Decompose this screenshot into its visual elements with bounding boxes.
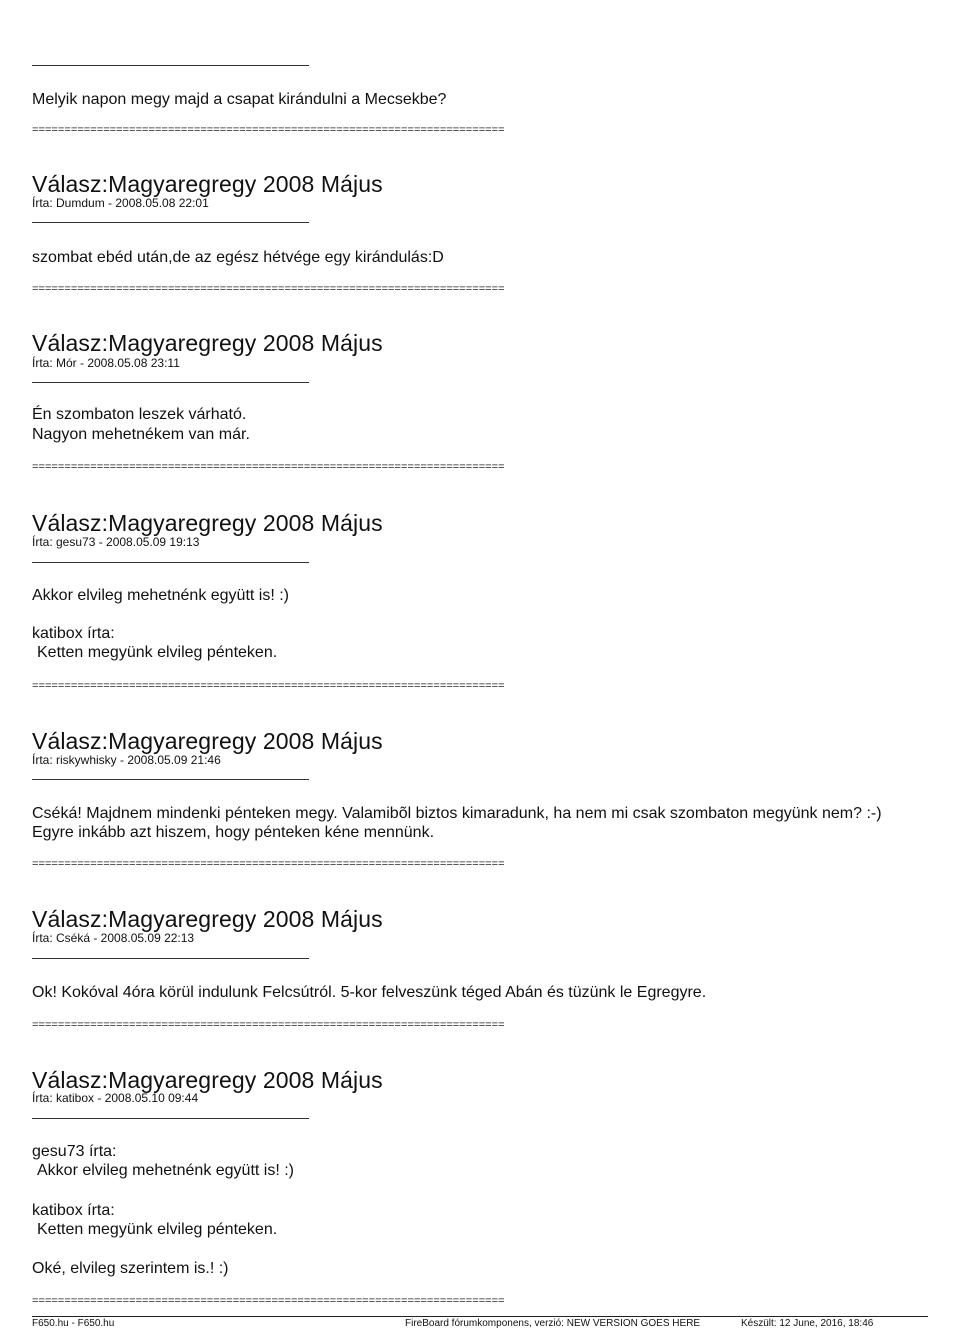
footer-site: F650.hu - F650.hu — [32, 1318, 115, 1329]
post-body-line: Én szombaton leszek várható. — [32, 406, 247, 423]
post-meta: Írta: Cséká - 2008.05.09 22:13 — [32, 931, 195, 945]
separator-line: ========================================================================= — [32, 1295, 505, 1307]
top-divider — [32, 65, 309, 66]
post-divider — [32, 779, 309, 780]
post-divider — [32, 958, 309, 959]
post-body-line: Akkor elvileg mehetnénk együtt is! :) — [32, 587, 290, 604]
quote-text: Ketten megyünk elvileg pénteken. — [37, 644, 278, 661]
quote-author: katibox írta: — [32, 1202, 115, 1219]
separator-line: ========================================================================= — [32, 680, 505, 692]
post-title: Válasz:Magyaregregy 2008 Május — [32, 510, 383, 536]
quote-text: Akkor elvileg mehetnénk együtt is! :) — [37, 1162, 295, 1179]
post-meta: Írta: Dumdum - 2008.05.08 22:01 — [32, 196, 209, 210]
post-body-line: Cséká! Majdnem mindenki pénteken megy. Valamibõl biztos kimaradunk, ha nem mi csak szombaton megyünk nem? :-) — [32, 805, 882, 822]
post-title: Válasz:Magyaregregy 2008 Május — [32, 728, 383, 754]
intro-text: Melyik napon megy majd a csapat kirándulni a Mecsekbe? — [32, 91, 447, 108]
quote-author: gesu73 írta: — [32, 1143, 117, 1160]
post-body-line: Nagyon mehetnékem van már. — [32, 426, 250, 443]
separator-line: ========================================================================= — [32, 1019, 505, 1031]
post-body-line: Egyre inkább azt hiszem, hogy pénteken kéne mennünk. — [32, 824, 435, 841]
post-divider — [32, 1118, 309, 1119]
separator-line: ========================================================================= — [32, 283, 505, 295]
separator-line: ========================================================================= — [32, 461, 505, 473]
quote-text: Ketten megyünk elvileg pénteken. — [37, 1221, 278, 1238]
post-divider — [32, 382, 309, 383]
post-meta: Írta: katibox - 2008.05.10 09:44 — [32, 1091, 199, 1105]
footer-divider — [32, 1316, 928, 1317]
post-divider — [32, 222, 309, 223]
post-body-line: Ok! Kokóval 4óra körül indulunk Felcsútról. 5-kor felveszünk téged Abán és tüzünk le Egregyre. — [32, 984, 707, 1001]
post-divider — [32, 562, 309, 563]
post-title: Válasz:Magyaregregy 2008 Május — [32, 330, 383, 356]
post-body-line: szombat ebéd után,de az egész hétvége egy kirándulás:D — [32, 249, 444, 266]
quote-author: katibox írta: — [32, 625, 115, 642]
post-meta: Írta: riskywhisky - 2008.05.09 21:46 — [32, 753, 221, 767]
post-title: Válasz:Magyaregregy 2008 Május — [32, 1067, 383, 1093]
separator-line: ========================================================================= — [32, 858, 505, 870]
footer-component: FireBoard fórumkomponens, verzió: NEW VERSION GOES HERE — [405, 1318, 701, 1329]
post-title: Válasz:Magyaregregy 2008 Május — [32, 906, 383, 932]
post-body-line: Oké, elvileg szerintem is.! :) — [32, 1260, 229, 1277]
separator-line: ========================================================================= — [32, 124, 505, 136]
post-title: Válasz:Magyaregregy 2008 Május — [32, 171, 383, 197]
footer-generated: Készült: 12 June, 2016, 18:46 — [741, 1318, 874, 1329]
post-meta: Írta: gesu73 - 2008.05.09 19:13 — [32, 535, 200, 549]
post-meta: Írta: Mór - 2008.05.08 23:11 — [32, 356, 180, 370]
